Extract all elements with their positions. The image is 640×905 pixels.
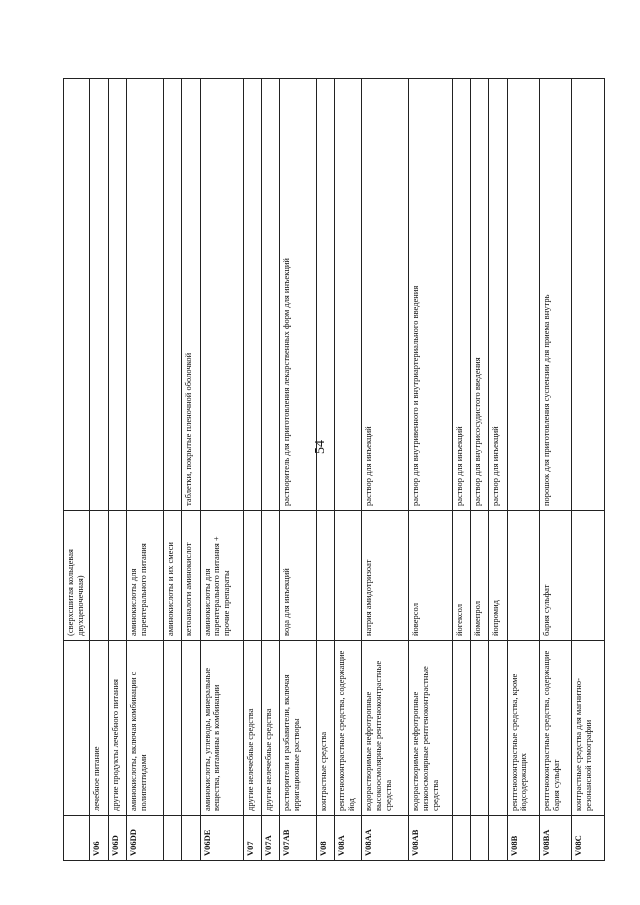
- inn-cell: [262, 511, 280, 641]
- drug-list-table: [63, 78, 605, 861]
- inn-cell: аминокислоты для парентерального питания: [127, 511, 164, 641]
- table-row: [452, 79, 470, 861]
- dosage-form-cell: порошок для приготовления суспензии для приема внутрь: [540, 79, 572, 511]
- atc-group-cell: аминокислоты, углеводы, минеральные вещества, витамины в комбинации: [200, 641, 243, 816]
- dosage-form-cell: раствор для инъекций: [489, 79, 507, 511]
- inn-cell: йоверсол: [409, 511, 452, 641]
- atc-code-cell: [471, 816, 489, 861]
- dosage-form-cell: [127, 79, 164, 511]
- inn-cell: натрия амидотризоат: [361, 511, 409, 641]
- inn-cell: бария сульфат: [540, 511, 572, 641]
- table-row: [243, 79, 261, 861]
- dosage-form-cell: [163, 79, 181, 511]
- dosage-form-cell: [243, 79, 261, 511]
- inn-cell: йогексол: [452, 511, 470, 641]
- table-row: [127, 79, 164, 861]
- inn-cell: аминокислоты для парентерального питания + прочие препараты: [200, 511, 243, 641]
- landscape-table-frame: [63, 79, 605, 861]
- atc-group-cell: растворители и разбавители, включая ирригационные растворы: [280, 641, 317, 816]
- table-row: [163, 79, 181, 861]
- atc-code-cell: V08: [317, 816, 335, 861]
- table-row: [361, 79, 409, 861]
- page-number: 54: [313, 440, 328, 454]
- atc-group-cell: контрастные средства для магнитно-резонансной томографии: [572, 641, 605, 816]
- atc-code-cell: V06DD: [127, 816, 164, 861]
- inn-cell: [108, 511, 126, 641]
- inn-cell: йомепрол: [471, 511, 489, 641]
- atc-code-cell: V08AB: [409, 816, 452, 861]
- table-row: [200, 79, 243, 861]
- atc-code-cell: V08BA: [540, 816, 572, 861]
- dosage-form-cell: [90, 79, 108, 511]
- inn-cell: йопромид: [489, 511, 507, 641]
- table-row: [262, 79, 280, 861]
- rotated-table-container: [63, 79, 605, 861]
- inn-cell: [317, 511, 335, 641]
- atc-code-cell: V08A: [335, 816, 361, 861]
- table-row: [182, 79, 200, 861]
- dosage-form-cell: [335, 79, 361, 511]
- dosage-form-cell: [64, 79, 90, 511]
- table-row: [489, 79, 507, 861]
- inn-cell: [572, 511, 605, 641]
- atc-group-cell: другие нелечебные средства: [262, 641, 280, 816]
- table-row: [572, 79, 605, 861]
- atc-code-cell: [163, 816, 181, 861]
- table-row: [507, 79, 539, 861]
- table-row: [90, 79, 108, 861]
- table-row: [409, 79, 452, 861]
- atc-group-cell: другие нелечебные средства: [243, 641, 261, 816]
- dosage-form-cell: [507, 79, 539, 511]
- dosage-form-cell: раствор для инъекций: [361, 79, 409, 511]
- atc-group-cell: [489, 641, 507, 816]
- dosage-form-cell: [262, 79, 280, 511]
- atc-group-cell: водорастворимые нефротропные низкоосмолярные рентгеноконтрастные средства: [409, 641, 452, 816]
- atc-group-cell: рентгеноконтрастные средства, кроме йодсодержащих: [507, 641, 539, 816]
- inn-cell: [243, 511, 261, 641]
- dosage-form-cell: раствор для инъекций: [452, 79, 470, 511]
- atc-group-cell: рентгеноконтрастные средства, содержащие бария сульфат: [540, 641, 572, 816]
- atc-group-cell: [64, 641, 90, 816]
- table-row: [64, 79, 90, 861]
- table-row: [317, 79, 335, 861]
- atc-group-cell: [182, 641, 200, 816]
- dosage-form-cell: раствор для внутрисосудистого введения: [471, 79, 489, 511]
- atc-group-cell: лечебное питание: [90, 641, 108, 816]
- atc-code-cell: V07: [243, 816, 261, 861]
- table-row: [280, 79, 317, 861]
- dosage-form-cell: [200, 79, 243, 511]
- inn-cell: вода для инъекций: [280, 511, 317, 641]
- dosage-form-cell: раствор для внутривенного и внутриартериального введения: [409, 79, 452, 511]
- table-row: [540, 79, 572, 861]
- dosage-form-cell: таблетки, покрытые пленочной оболочкой: [182, 79, 200, 511]
- inn-cell: [507, 511, 539, 641]
- atc-group-cell: [452, 641, 470, 816]
- atc-group-cell: другие продукты лечебного питания: [108, 641, 126, 816]
- dosage-form-cell: [108, 79, 126, 511]
- atc-code-cell: V07A: [262, 816, 280, 861]
- atc-code-cell: [182, 816, 200, 861]
- atc-code-cell: V07AB: [280, 816, 317, 861]
- inn-cell: (сверхсшитая кольцевая двухцепочечная): [64, 511, 90, 641]
- atc-code-cell: [489, 816, 507, 861]
- atc-group-cell: [163, 641, 181, 816]
- atc-group-cell: рентгеноконтрастные средства, содержащие йод: [335, 641, 361, 816]
- atc-group-cell: контрастные средства: [317, 641, 335, 816]
- dosage-form-cell: растворитель для приготовления лекарственных форм для инъекций: [280, 79, 317, 511]
- table-row: [108, 79, 126, 861]
- inn-cell: кетоаналоги аминокислот: [182, 511, 200, 641]
- table-row: [471, 79, 489, 861]
- atc-code-cell: [64, 816, 90, 861]
- dosage-form-cell: [572, 79, 605, 511]
- atc-code-cell: V08C: [572, 816, 605, 861]
- atc-code-cell: V06D: [108, 816, 126, 861]
- atc-code-cell: [452, 816, 470, 861]
- atc-code-cell: V06DE: [200, 816, 243, 861]
- atc-group-cell: аминокислоты, включая комбинации с полипептидами: [127, 641, 164, 816]
- atc-group-cell: [471, 641, 489, 816]
- atc-group-cell: водорастворимые нефротропные высокоосмолярные рентгеноконтрастные средства: [361, 641, 409, 816]
- table-row: [335, 79, 361, 861]
- atc-code-cell: V08B: [507, 816, 539, 861]
- inn-cell: [335, 511, 361, 641]
- table-body: [64, 79, 605, 861]
- dosage-form-cell: [317, 79, 335, 511]
- inn-cell: аминокислоты и их смеси: [163, 511, 181, 641]
- atc-code-cell: V06: [90, 816, 108, 861]
- atc-code-cell: V08AA: [361, 816, 409, 861]
- inn-cell: [90, 511, 108, 641]
